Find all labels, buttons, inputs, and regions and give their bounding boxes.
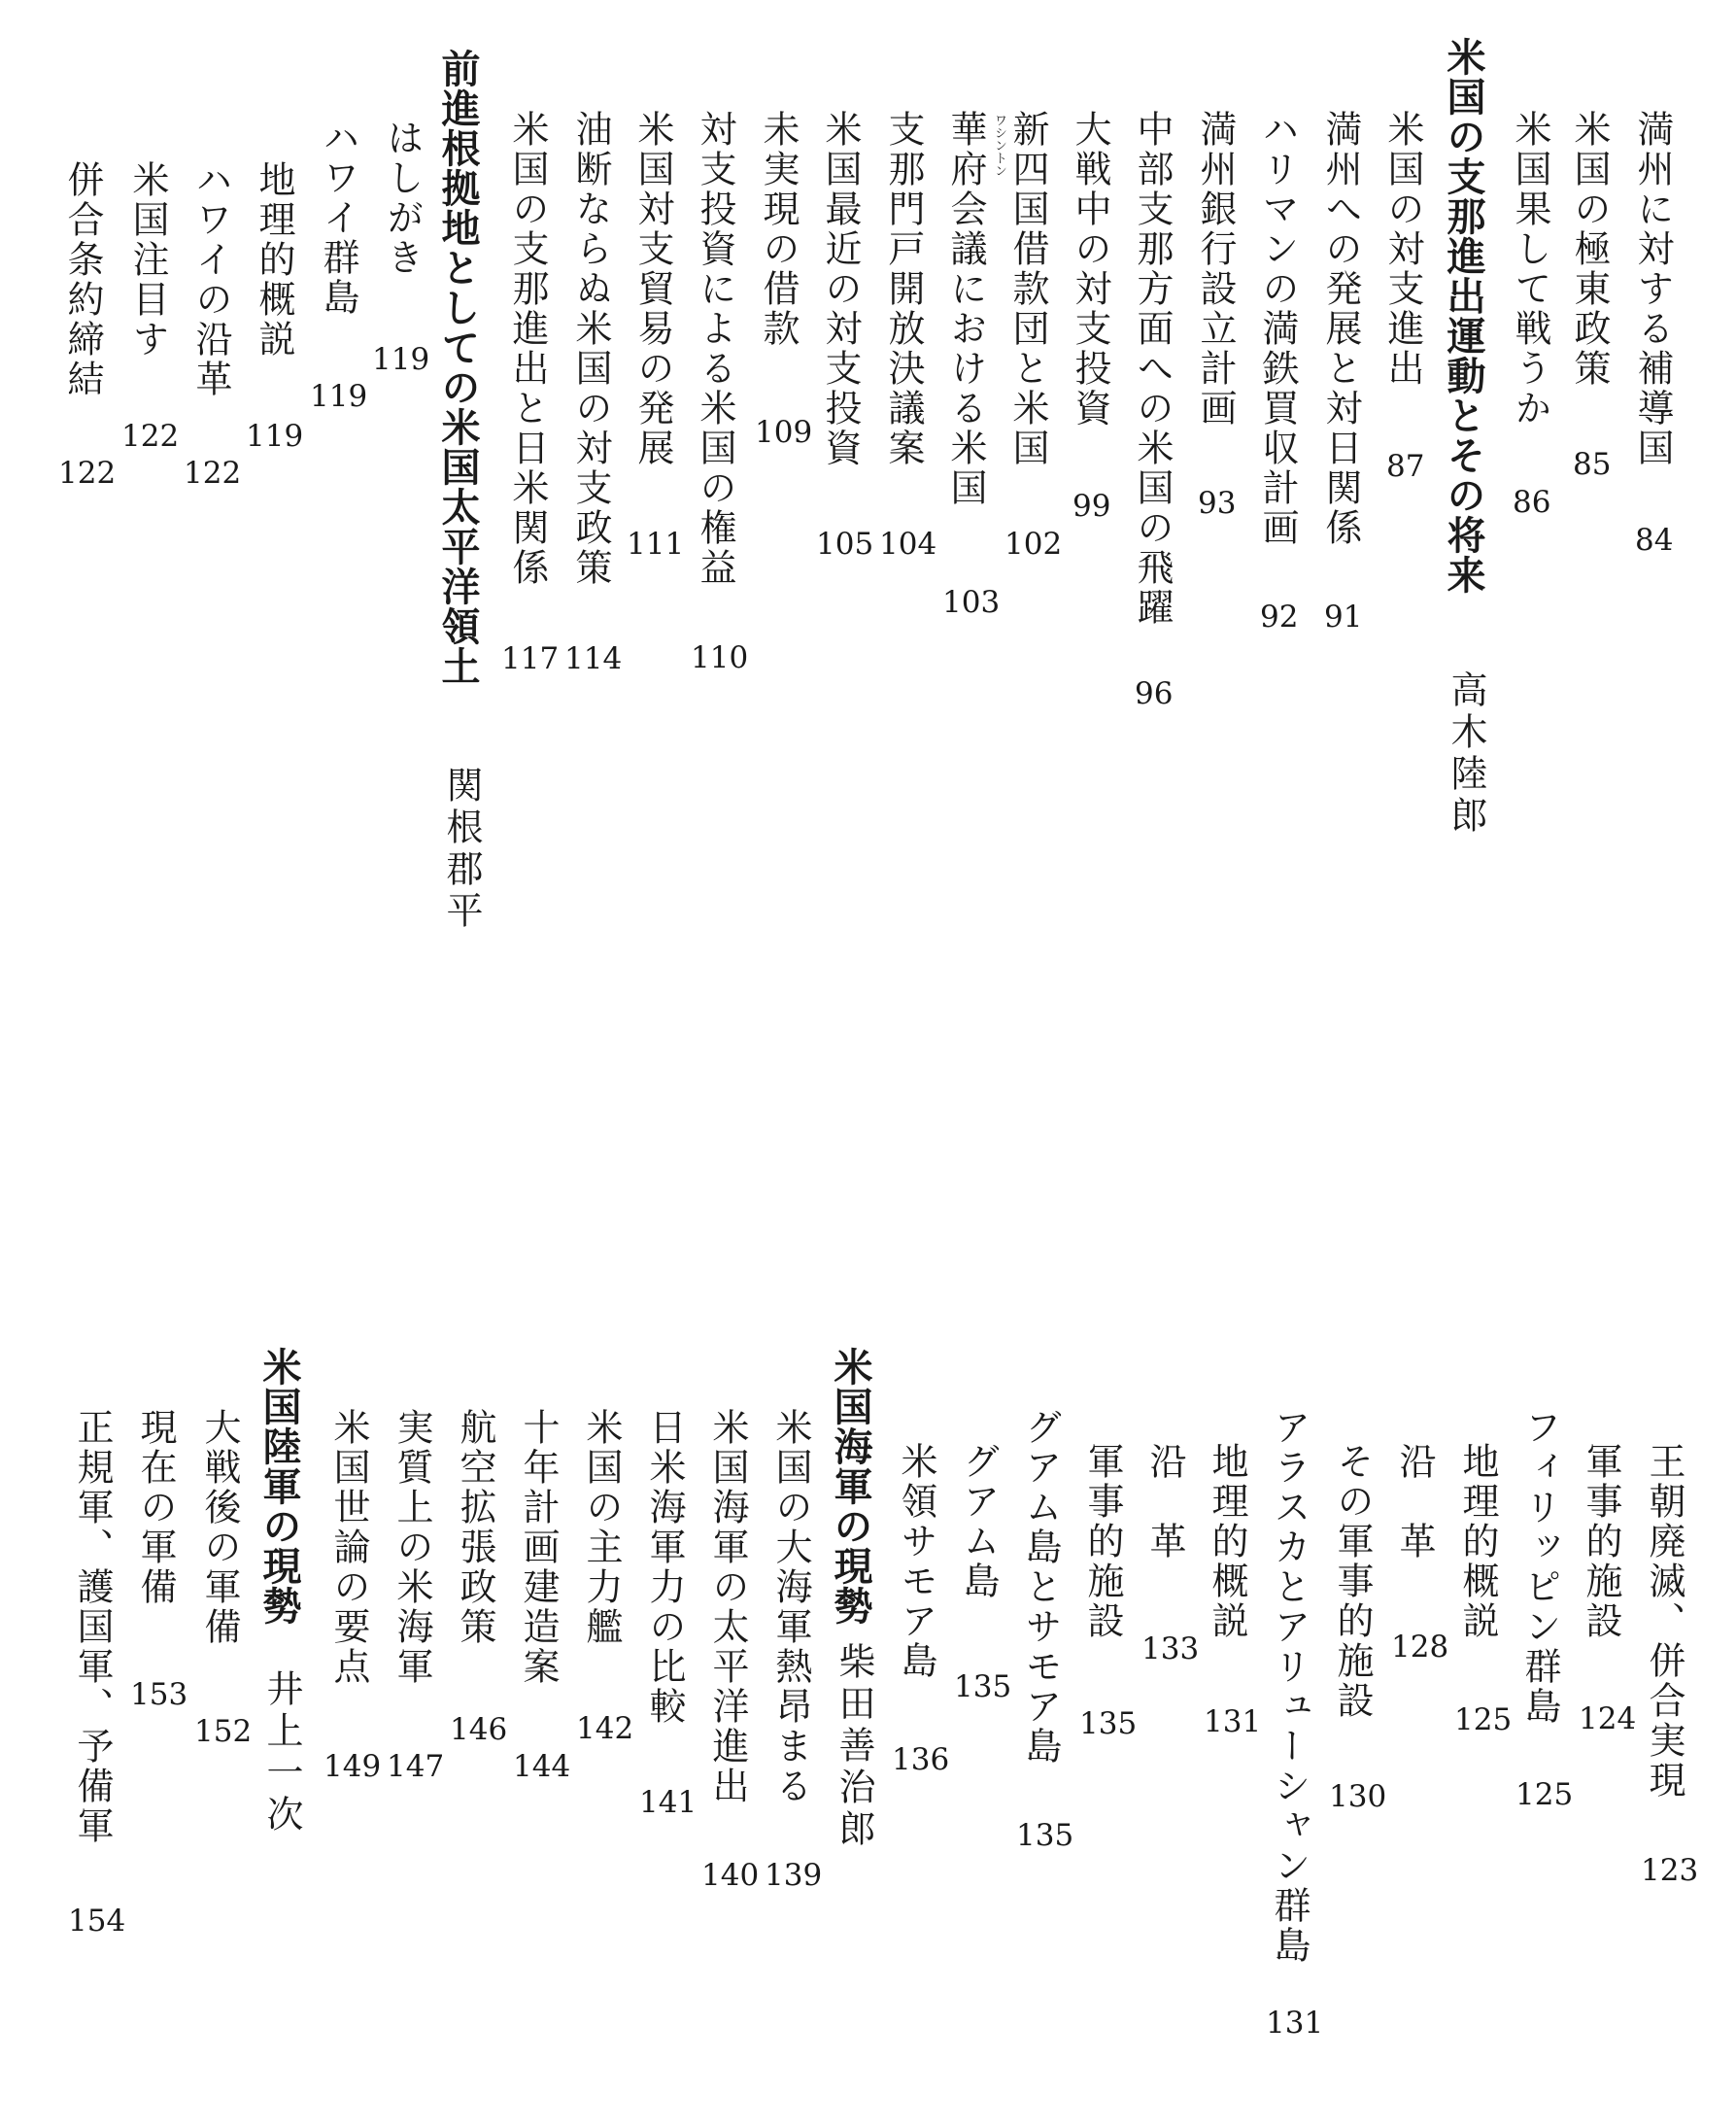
- toc-entry-title: 地理的概説: [253, 160, 295, 360]
- toc-page-number: 154: [68, 1904, 126, 1939]
- section-author: 柴田善治郎: [833, 1642, 875, 1851]
- toc-page-number: 92: [1260, 600, 1299, 635]
- toc-page-number: 99: [1072, 489, 1111, 524]
- toc-entry-title: 沿 革: [1143, 1442, 1186, 1562]
- toc-page-number: 109: [755, 415, 813, 450]
- toc-page-number: 102: [1004, 527, 1063, 562]
- toc-page-number: 119: [246, 419, 304, 454]
- toc-page-number: 123: [1641, 1853, 1699, 1888]
- toc-page-number: 128: [1391, 1630, 1449, 1665]
- toc-entry-title: 航空拡張政策: [454, 1408, 496, 1647]
- toc-page-number: 86: [1513, 485, 1551, 520]
- toc-entry-title: 現在の軍備: [134, 1408, 177, 1607]
- toc-entry-title: 米国の対支進出: [1381, 110, 1424, 389]
- toc-entry-title: 支那門戸開放決議案: [882, 110, 925, 468]
- toc-entry-title: 米国の支那進出と日米関係: [506, 110, 549, 588]
- toc-page-number: 111: [627, 527, 685, 562]
- toc-entry-title: 沿 革: [1393, 1442, 1436, 1562]
- section-author: 高木陸郎: [1445, 670, 1487, 838]
- toc-entry-title: 米国対支貿易の発展: [631, 110, 674, 468]
- toc-page-number: 131: [1204, 1704, 1262, 1739]
- toc-page-number: 122: [121, 419, 180, 454]
- section-author: 関根郡平: [440, 766, 483, 933]
- toc-entry-title: 米国海軍の太平洋進出: [706, 1408, 749, 1806]
- toc-entry-title: 軍事的施設: [1580, 1442, 1622, 1641]
- toc-entry-title: ハワイ群島: [317, 119, 359, 318]
- toc-page-number: 136: [892, 1742, 950, 1777]
- toc-entry-title: グアム島: [957, 1442, 1000, 1601]
- toc-page-number: 133: [1141, 1631, 1200, 1666]
- toc-page-number: 103: [942, 585, 1001, 620]
- toc-page-number: 104: [879, 527, 937, 562]
- toc-page-number: 114: [564, 641, 623, 676]
- toc-page-number: 125: [1454, 1702, 1513, 1737]
- toc-entry-title: 地理的概説: [1456, 1442, 1499, 1641]
- toc-entry-title: 米国の大海軍熱昂まる: [769, 1408, 812, 1806]
- toc-entry-title: 油断ならぬ米国の対支政策: [569, 110, 612, 588]
- toc-entry-title: フィリッピン群島: [1518, 1408, 1561, 1727]
- toc-page-number: 125: [1515, 1777, 1574, 1812]
- toc-entry-title: 対支投資による米国の権益: [694, 110, 736, 588]
- toc-page-number: 142: [576, 1711, 634, 1746]
- toc-entry-title: ハワイの沿革: [189, 160, 232, 399]
- toc-page-number: 144: [513, 1749, 571, 1784]
- toc-entry-title: 満州銀行設立計画: [1194, 110, 1237, 429]
- toc-page-number: 146: [450, 1712, 508, 1747]
- toc-entry-title: 中部支那方面への米国の飛躍: [1131, 110, 1174, 628]
- toc-entry-title: ハリマンの満鉄買収計画: [1256, 110, 1299, 548]
- toc-entry-title: 軍事的施設: [1081, 1442, 1124, 1641]
- toc-page-number: 130: [1329, 1779, 1387, 1814]
- toc-entry-title: 米国の主力艦: [580, 1408, 623, 1647]
- toc-entry-title: 満州に対する補導国: [1631, 110, 1674, 468]
- toc-page-number: 119: [372, 342, 430, 377]
- toc-page-number: 149: [323, 1749, 382, 1784]
- toc-page-number: 131: [1266, 2006, 1324, 2041]
- section-heading: 米国海軍の現勢: [828, 1347, 872, 1626]
- toc-entry-title: 米国の極東政策: [1568, 110, 1611, 389]
- toc-page-number: 84: [1635, 523, 1674, 558]
- toc-entry-title: 王朝廃滅、併合実現: [1643, 1442, 1685, 1801]
- toc-page-number: 91: [1324, 600, 1363, 635]
- toc-entry-title: 米国果して戦うか: [1509, 110, 1551, 429]
- toc-entry-title: 併合条約締結: [61, 160, 104, 399]
- toc-page-number: 96: [1135, 676, 1174, 711]
- toc-page-number: 135: [1016, 1818, 1074, 1853]
- toc-page-number: 135: [954, 1669, 1012, 1704]
- section-heading: 前進根拠地としての米国太平洋領土: [435, 49, 480, 686]
- toc-entry-ruby: ワシントン: [992, 114, 1006, 177]
- toc-entry-title: 実質上の米海軍: [391, 1408, 433, 1687]
- section-heading: 米国の支那進出運動とその将来: [1441, 37, 1485, 595]
- toc-entry-title: 未実現の借款: [757, 110, 800, 349]
- toc-page-number: 152: [194, 1714, 253, 1749]
- section-author: 井上一次: [260, 1669, 303, 1836]
- toc-entry-title: 地理的概説: [1206, 1442, 1248, 1641]
- toc-entry-title: 華府会議における米国: [944, 110, 987, 508]
- toc-entry-title: 新四国借款団と米国: [1006, 110, 1049, 468]
- toc-page-number: 135: [1079, 1706, 1138, 1741]
- toc-page-number: 147: [387, 1749, 445, 1784]
- toc-entry-title: 満州への発展と対日関係: [1319, 110, 1362, 548]
- toc-page-number: 119: [310, 379, 368, 414]
- toc-entry-title: グアム島とサモア島: [1019, 1408, 1062, 1767]
- toc-page-number: 105: [816, 527, 874, 562]
- toc-page-number: 93: [1198, 486, 1237, 521]
- toc-entry-title: 米領サモア島: [895, 1442, 937, 1681]
- toc-entry-title: 日米海軍力の比較: [643, 1408, 686, 1727]
- toc-entry-title: 大戦中の対支投資: [1069, 110, 1111, 429]
- toc-entry-title: その軍事的施設: [1331, 1442, 1374, 1721]
- toc-entry-title: 正規軍、護国軍、予備軍: [71, 1408, 114, 1846]
- toc-page-number: 153: [130, 1677, 188, 1712]
- toc-page-number: 139: [765, 1858, 823, 1893]
- toc-entry-title: はしがき: [381, 119, 424, 278]
- toc-page-number: 117: [501, 641, 560, 676]
- section-heading: 米国陸軍の現勢: [256, 1347, 301, 1626]
- toc-entry-title: 米国注目す: [126, 160, 169, 360]
- toc-page-number: 85: [1573, 447, 1612, 482]
- toc-page-number: 110: [691, 640, 749, 675]
- toc-entry-title: アラスカとアリューシャン群島: [1268, 1408, 1311, 1966]
- toc-page-number: 122: [58, 456, 117, 491]
- toc-page-number: 122: [184, 456, 242, 491]
- toc-entry-title: 十年計画建造案: [517, 1408, 560, 1687]
- toc-page-number: 140: [701, 1858, 760, 1893]
- toc-page-number: 87: [1386, 449, 1425, 484]
- toc-entry-title: 米国世論の要点: [327, 1408, 370, 1687]
- toc-page-number: 124: [1579, 1701, 1637, 1736]
- toc-entry-title: 米国最近の対支投資: [819, 110, 862, 468]
- toc-entry-title: 大戦後の軍備: [198, 1408, 241, 1647]
- toc-page-number: 141: [639, 1785, 698, 1820]
